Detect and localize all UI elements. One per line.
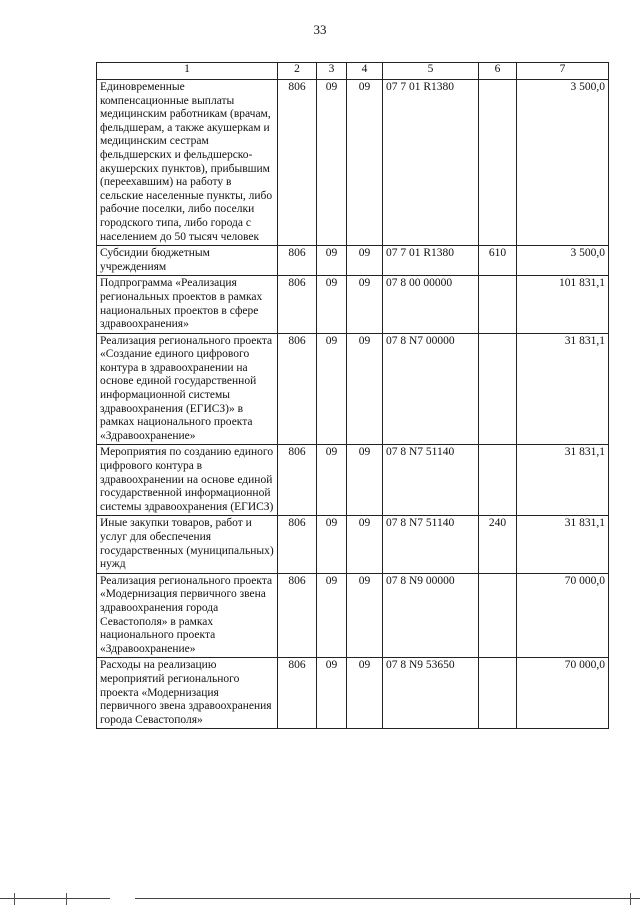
row-section: 09 [317, 445, 347, 516]
row-amount: 3 500,0 [517, 246, 609, 276]
row-section: 09 [317, 658, 347, 729]
scan-artifact-line [0, 898, 110, 899]
row-target-code: 07 7 01 R1380 [383, 80, 479, 246]
row-target-code: 07 8 N7 51140 [383, 516, 479, 573]
row-grbs: 806 [278, 516, 317, 573]
row-grbs: 806 [278, 80, 317, 246]
header-cell: 6 [479, 63, 517, 80]
row-grbs: 806 [278, 658, 317, 729]
row-grbs: 806 [278, 573, 317, 658]
row-subsection: 09 [347, 658, 383, 729]
header-cell: 7 [517, 63, 609, 80]
row-subsection: 09 [347, 516, 383, 573]
row-subsection: 09 [347, 80, 383, 246]
row-name: Подпрограмма «Реализация региональных проектов в рамках национальных проектов в сфере здравоохранения» [97, 276, 278, 333]
header-cell: 5 [383, 63, 479, 80]
row-expense-type: 240 [479, 516, 517, 573]
row-grbs: 806 [278, 333, 317, 445]
row-section: 09 [317, 276, 347, 333]
row-amount: 101 831,1 [517, 276, 609, 333]
row-amount: 31 831,1 [517, 516, 609, 573]
header-cell: 2 [278, 63, 317, 80]
table-row [97, 276, 609, 333]
table-row [97, 658, 609, 729]
row-grbs: 806 [278, 445, 317, 516]
row-grbs: 806 [278, 276, 317, 333]
row-section: 09 [317, 80, 347, 246]
row-name: Реализация регионального проекта «Модернизация первичного звена здравоохранения города Севастополя» в рамках национального проекта «Здравоохранение» [97, 573, 278, 658]
row-subsection: 09 [347, 333, 383, 445]
row-section: 09 [317, 246, 347, 276]
row-subsection: 09 [347, 445, 383, 516]
row-amount: 3 500,0 [517, 80, 609, 246]
row-amount: 31 831,1 [517, 445, 609, 516]
row-expense-type [479, 333, 517, 445]
row-name: Реализация регионального проекта «Создание единого цифрового контура в здравоохранении на основе единой государственной информационной системы здравоохранения (ЕГИСЗ)» в рамках национального проекта «Здравоохранение» [97, 333, 278, 445]
row-expense-type [479, 80, 517, 246]
row-section: 09 [317, 333, 347, 445]
header-cell: 4 [347, 63, 383, 80]
row-amount: 70 000,0 [517, 573, 609, 658]
row-target-code: 07 8 N7 00000 [383, 333, 479, 445]
row-subsection: 09 [347, 573, 383, 658]
table-row [97, 80, 609, 246]
header-cell: 1 [97, 63, 278, 80]
row-name: Субсидии бюджетным учреждениям [97, 246, 278, 276]
row-section: 09 [317, 516, 347, 573]
row-name: Расходы на реализацию мероприятий регионального проекта «Модернизация первичного звена здравоохранения города Севастополя» [97, 658, 278, 729]
scan-edge-mark [66, 893, 67, 905]
row-section: 09 [317, 573, 347, 658]
row-target-code: 07 7 01 R1380 [383, 246, 479, 276]
row-expense-type [479, 445, 517, 516]
row-expense-type [479, 573, 517, 658]
header-row [97, 63, 609, 80]
row-name: Иные закупки товаров, работ и услуг для обеспечения государственных (муниципальных) нужд [97, 516, 278, 573]
row-name: Единовременные компенсационные выплаты медицинским работникам (врачам, фельдшерам, а также акушеркам и медицинским сестрам фельдшерских и фельдшерско-акушерских пунктов), прибывшим (переехавшим) на работу в сельские населенные пункты, либо рабочие поселки, либо поселки городского типа, либо города с населением до 50 тысяч человек [97, 80, 278, 246]
row-expense-type: 610 [479, 246, 517, 276]
row-target-code: 07 8 N9 53650 [383, 658, 479, 729]
row-amount: 31 831,1 [517, 333, 609, 445]
row-grbs: 806 [278, 246, 317, 276]
row-subsection: 09 [347, 246, 383, 276]
table-row [97, 573, 609, 658]
row-expense-type [479, 276, 517, 333]
table-row [97, 246, 609, 276]
table-row [97, 516, 609, 573]
header-cell: 3 [317, 63, 347, 80]
table-row [97, 333, 609, 445]
table-row [97, 445, 609, 516]
row-target-code: 07 8 N7 51140 [383, 445, 479, 516]
budget-table [96, 62, 609, 729]
row-target-code: 07 8 N9 00000 [383, 573, 479, 658]
row-expense-type [479, 658, 517, 729]
row-target-code: 07 8 00 00000 [383, 276, 479, 333]
row-subsection: 09 [347, 276, 383, 333]
row-name: Мероприятия по созданию единого цифрового контура в здравоохранении на основе единой государственной информационной системы здравоохранения (ЕГИСЗ) [97, 445, 278, 516]
row-amount: 70 000,0 [517, 658, 609, 729]
page-number: 33 [313, 22, 327, 37]
scan-edge-mark [630, 893, 631, 905]
scan-artifact-line [135, 898, 640, 899]
scan-edge-mark [14, 893, 15, 905]
